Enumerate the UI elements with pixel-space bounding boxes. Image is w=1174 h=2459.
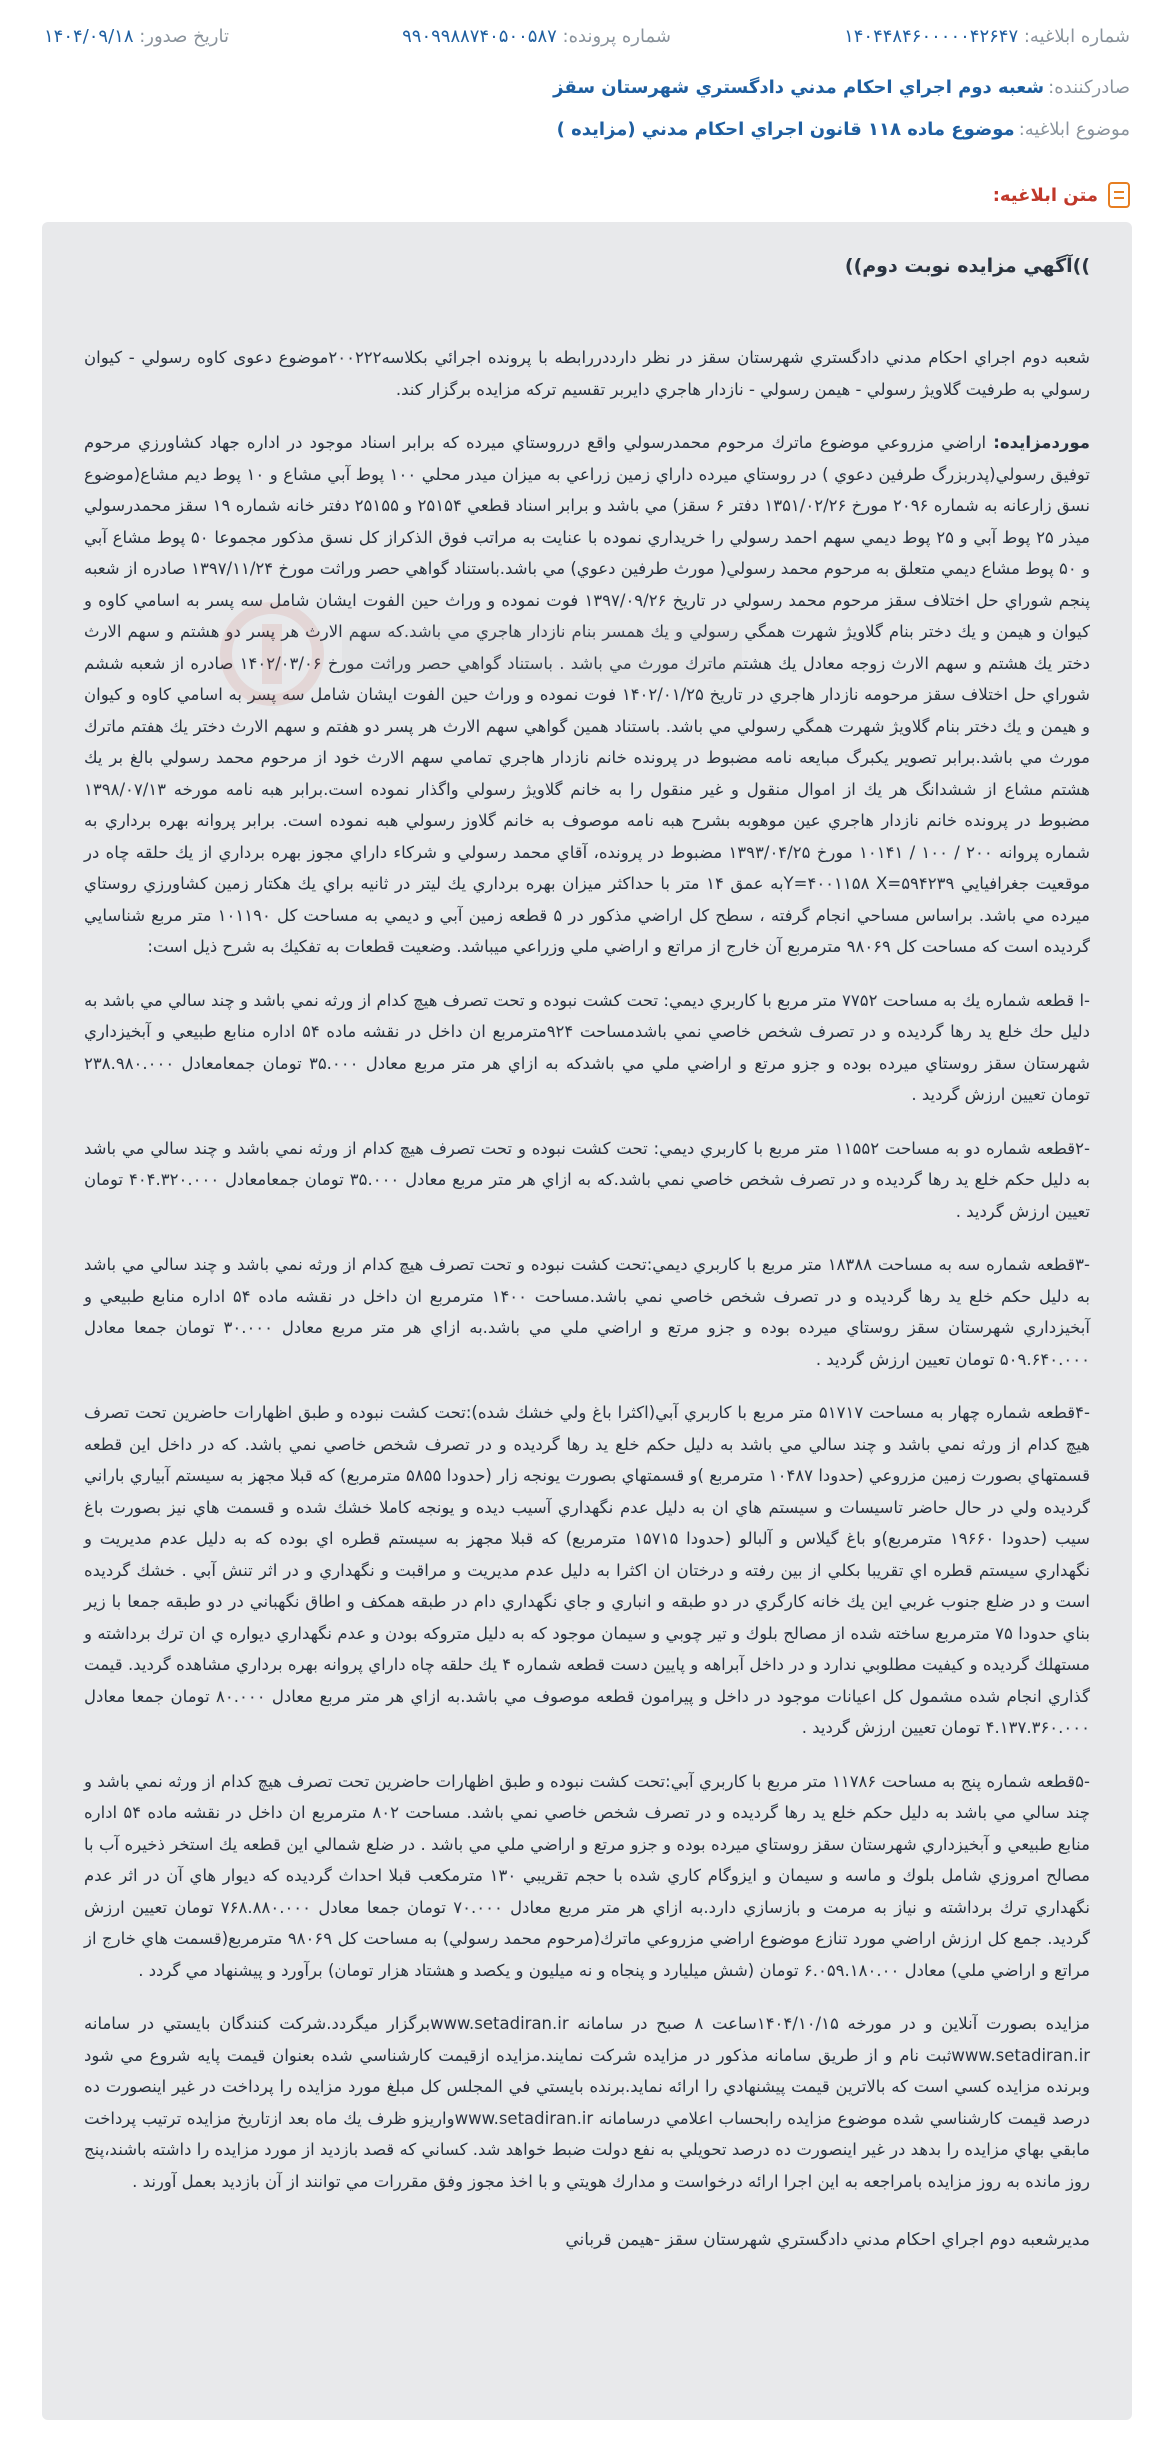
- auction-subject-text: اراضي مزروعي موضوع ماترك مرحوم محمدرسولي واقع درروستاي ميرده كه برابر اسناد موجود در اداره جهاد كشاورزي مرحوم توفيق رسولي(پدربزرگ طرفين دعوي ) در روستاي ميرده داراي زمين زراعي به ميزان ميدر محلي ۱۰۰ پوط آبي مشاع و ۱۰ پوط ديم مشاع(موضوع نسق زارعانه به شماره ۲۰۹۶ مورخ ۱۳۵۱/۰۲/۲۶ دفتر ۶ سقز) مي باشد و برابر اسناد قطعي ۲۵۱۵۴ و ۲۵۱۵۵ دفتر خانه شماره ۱۹ سقز محمدرسولي ميذر ۲۵ پوط آبي و ۲۵ پوط ديمي سهم احمد رسولي را خريداري نموده با عنايت به مراتب فوق الذكراز كل نسق مذكور مجموعا ۵۰ پوط مشاع آبي و ۵۰ پوط مشاع ديمي متعلق به مرحوم محمد رسولي( مورث طرفين دعوي) مي باشد.باستناد گواهي حصر وراثت مورخ ۱۳۹۷/۱۱/۲۴ صادره از شعبه پنجم شوراي حل اختلاف سقز مرحوم محمد رسولي در تاريخ ۱۳۹۷/۰۹/۲۶ فوت نموده و وراث حين الفوت ايشان شامل سه پسر به اسامي كاوه و كيوان و هيمن و يك دختر بنام گلاويژ شهرت همگي رسولي و يك همسر بنام نازدار هاجري مي باشد.كه سهم الارث هر پسر دو هشتم و سهم الارث دختر يك هشتم و سهم الارث زوجه معادل يك هشتم ماترك مورث مي باشد . باستناد گواهي حصر وراثت مورخ ۱۴۰۲/۰۳/۰۶ صادره از شعبه ششم شوراي حل اختلاف سقز مرحومه نازدار هاجري در تاريخ ۱۴۰۲/۰۱/۲۵ فوت نموده و وراث حين الفوت ايشان شامل سه پسر به اسامي كاوه و كيوان و هيمن و يك دختر بنام گلاويژ شهرت همگي رسولي مي باشد. باستناد همين گواهي سهم الارث هر پسر دو هفتم و سهم الارث دختر يك هفتم ماترك مورث مي باشد.برابر تصوير يكبرگ مبايعه نامه مضبوط در پرونده خانم نازدار هاجري تمامي سهم الارث خود از مرحوم محمد رسولي بالغ بر يك هشتم مشاع از ششدانگ هر يك از اموال منقول و غير منقول را به خانم گلاويژ رسولي واگذار نموده است.برابر هبه نامه مورخه ۱۳۹۸/۰۷/۱۳ مضبوط در پرونده خانم نازدار هاجري عين موهوبه بشرح هبه نامه موصوف به خانم گلاوز رسولي هبه نموده است. برابر پروانه بهره برداري به شماره پروانه ۲۰۰ / ۱۰۰ / ۱۰۱۴۱ مورخ ۱۳۹۳/۰۴/۲۵ مضبوط در پرونده، آقاي محمد رسولي و شركاء داراي مجوز بهره برداري از يك حلقه چاه در موقعيت جغرافيايي Y=۴۰۰۱۱۵۸ X=۵۹۴۲۳۹به عمق ۱۴ متر با حداكثر ميزان بهره برداري يك ليتر در ثانيه براي يك هكتار زمين كشاورزي روستاي ميرده مي باشد. براساس مساحي انجام گرفته ، سطح كل اراضي مذكور در ۵ قطعه زمين آبي و ديمي به مساحت كل ۱۰۱۱۹۰ متر مربع شناسايي گرديده است كه مساحت كل ۹۸۰۶۹ مترمربع آن خارج از مراتع و اراضي ملي وزراعي ميباشد. وضعيت قطعات به تفكيك به شرح ذيل است:: [84, 433, 1091, 956]
- auction-subject-paragraph: [84, 427, 1090, 963]
- parcel-1-paragraph: -ا قطعه شماره يك به مساحت ۷۷۵۲ متر مربع با كاربري ديمي: تحت كشت نبوده و تحت تصرف هيچ كدام از ورثه نمي باشد و چند سالي مي باشد به دليل حك خلع يد رها گرديده و در تصرف شخص خاصي نمي باشدمساحت ۹۲۴مترمربع ان داخل در نقشه ماده ۵۴ اداره منابع طبيعي و آبخيزداري شهرستان سقز روستاي ميرده بوده و جزو مرتع و اراضي ملي مي باشدكه به ازاي هر متر مربع معادل ۳۵.۰۰۰ تومان جمعامعادل ۲۳۸.۹۸۰.۰۰۰ تومان تعيين ارزش گرديد .: [84, 990, 1090, 1104]
- issuer-value: شعبه دوم اجراي احكام مدني دادگستري شهرستان سقز: [553, 76, 1045, 98]
- notice-header: [0, 0, 1174, 150]
- notice-number-label: شماره ابلاغیه:: [1023, 26, 1130, 47]
- subject-value: موضوع ماده ۱۱۸ قانون اجراي احكام مدني (مزايده ): [556, 118, 1015, 140]
- subject-label: موضوع ابلاغیه:: [1018, 118, 1130, 140]
- case-number-value: ۹۹۰۹۹۸۸۷۴۰۵۰۰۵۸۷: [402, 26, 557, 47]
- auction-terms-paragraph: مزايده بصورت آنلاين و در مورخه ۱۴۰۴/۱۰/۱۵ساعت ۸ صبح در سامانه www.setadiran.irبرگزار ميگردد.شركت كنندگان بايستي در سامانه www.setadiran.irثبت نام و از طريق سامانه مذكور در مزايده شركت نمايند.مزايده ازقيمت كارشناسي شده بعنوان قيمت پايه شروع مي شود وبرنده مزايده كسي است كه بالاترين قيمت پيشنهادي را ارائه نمايد.برنده بايستي في المجلس كل مبلغ مورد مزايده را پرداخت در غير اينصورت ده درصد قيمت كارشناسي شده موضوع مزايده رابحساب اعلامي درسامانه www.setadiran.irواريزو ظرف يك ماه بعد ازتاريخ مزايده ترتيب پرداخت مابقي بهاي مزايده را بدهد در غير اينصورت ده درصد تحويلي به نفع دولت ضبط خواهد شد. كساني كه قصد بازديد از مورد مزايده را داشته باشند،پنج روز مانده به روز مزايده بامراجعه به اين اجرا ارائه درخواست و مدارك هويتي و با اخذ مجوز وفق مقررات مي توانند از آن بازديد بعمل آورند .: [84, 2014, 1090, 2191]
- parcel-4-paragraph: -۴قطعه شماره چهار به مساحت ۵۱۷۱۷ متر مربع با كاربري آبي(اكثرا باغ ولي خشك شده):تحت كشت نبوده و طبق اظهارات حاضرين تحت تصرف هيچ كدام از ورثه نمي باشد و چند سالي مي باشد به دليل حكم خلع يد رها گرديده و در تصرف شخص خاصي نمي باشد. كه در داخل اين قطعه قسمتهاي بصورت زمين مزروعي (حدودا ۱۰۴۸۷ مترمربع )و قسمتهاي بصورت يونجه زار (حدودا ۵۸۵۵ مترمربع) كه قبلا مجهز به سيستم آبياري باراني گرديده ولي در حال حاضر تاسيسات و سيستم هاي ان به دليل عدم نگهداري آسيب ديده و يونجه كاملا خشك شده و قسمت هاي نيز بصورت باغ سيب (حدودا ۱۹۶۶۰ مترمربع)و باغ گيلاس و آلبالو (حدودا ۱۵۷۱۵ مترمربع) كه قبلا مجهز به سيستم قطره اي بوده كه به دليل عدم مديريت و نگهداري سيستم قطره اي تقريبا بكلي از بين رفته و درختان ان اكثرا به دليل عدم مديريت و مراقبت و نگهداري و در اثر تنش آبي . خشك گرديده است و در ضلع جنوب غربي اين يك خانه كارگري در دو طبقه و انباري و جاي نگهداري دام در طبقه همكف و اطاق نگهباني در دو طبقه جمعا با زير بناي حدودا ۷۵ مترمربع ساخته شده از مصالح بلوك و تير چوبي و سيمان موجود كه به دليل متروكه بودن و عدم نگهداري ديواره ي ان ترك برداشته و مستهلك گرديده و كيفيت مطلوبي ندارد و در داخل آبراهه و پايين دست قطعه شماره ۴ يك حلقه چاه داراي پروانه بهره برداري مشاهده گرديد. قيمت گذاري انجام شده مشمول كل اعيانات موجود در داخل و پيرامون قطعه موصوف مي باشد.به ازاي هر متر مربع معادل ۸۰.۰۰۰ تومان جمعا معادل ۴.۱۳۷.۳۶۰.۰۰۰ تومان تعيين ارزش گرديد .: [84, 1403, 1091, 1737]
- issuer-label: صادرکننده:: [1048, 76, 1130, 98]
- parcel-3-paragraph: -۳قطعه شماره سه به مساحت ۱۸۳۸۸ متر مربع با كاربري ديمي:تحت كشت نبوده و تحت تصرف هيچ كدام از ورثه نمي باشد و چند سالي مي باشد به دليل حكم خلع يد رها گرديده و در تصرف شخص خاصي نمي باشد.مساحت ۱۴۰۰ مترمربع ان داخل در نقشه ماده ۵۴ اداره منابع طبيعي و آبخيزداري شهرستان سقز روستاي ميرده بوده و جزو مرتع و اراضي ملي مي باشد.به ازاي هر متر مربع معادل ۳۰.۰۰۰ تومان جمعا معادل ۵۰۹.۶۴۰.۰۰۰ تومان تعيين ارزش گرديد .: [84, 1255, 1090, 1369]
- signature: مديرشعبه دوم اجراي احكام مدني دادگستري شهرستان سقز -هيمن قرباني: [565, 2230, 1090, 2250]
- notice-number-value: ۱۴۰۴۴۸۴۶۰۰۰۰۰۴۲۶۴۷: [844, 26, 1019, 47]
- notice-text-label: متن ابلاغیه:: [992, 184, 1098, 206]
- intro-paragraph: شعبه دوم اجراي احكام مدني دادگستري شهرستان سقز در نظر دارددررابطه با پرونده اجرائي بكلاسه۲۰۰۲۲۲موضوع دعوی کاوه رسولي - كيوان رسولي به طرفيت گلاويژ رسولي - هيمن رسولي - نازدار هاجري دايربر تقسيم تركه مزايده برگزار كند.: [84, 348, 1090, 399]
- auction-subject-label: موردمزايده:: [993, 433, 1090, 452]
- subject-line: [44, 108, 1130, 150]
- notice-number: [844, 26, 1130, 47]
- parcel-2-paragraph: -۲قطعه شماره دو به مساحت ۱۱۵۵۲ متر مربع با كاربري ديمي: تحت كشت نبوده و تحت تصرف هيچ كدام از ورثه نمي باشد و چند سالي مي باشد به دليل حكم خلع يد رها گرديده و در تصرف شخص خاصي نمي باشد.كه به ازاي هر متر مربع معادل ۳۵.۰۰۰ تومان جمعامعادل ۴۰۴.۳۲۰.۰۰۰ تومان تعيين ارزش گرديد .: [84, 1138, 1091, 1221]
- notice-body-card: [42, 222, 1132, 2420]
- case-number-label: شماره پرونده:: [562, 26, 671, 47]
- notice-meta-row: [44, 26, 1130, 66]
- document-icon: [1108, 182, 1130, 208]
- issue-date: [44, 26, 229, 47]
- issue-date-label: تاریخ صدور:: [139, 26, 229, 47]
- notice-text-heading: [44, 178, 1130, 212]
- parcel-5-paragraph: -۵قطعه شماره پنج به مساحت ۱۱۷۸۶ متر مربع با كاربري آبي:تحت كشت نبوده و طبق اظهارات حاضرين تحت تصرف هيچ كدام از ورثه نمي باشد و چند سالي مي باشد به دليل حكم خلع يد رها گرديده و در تصرف شخص خاصي نمي باشد. مساحت ۸۰۲ مترمربع ان داخل در نقشه ماده ۵۴ اداره منابع طبيعي و آبخيزداري شهرستان سقز روستاي ميرده بوده و جزو مرتع و اراضي ملي مي باشد . در ضلع شمالي اين قطعه يك استخر ذخيره آب با مصالح امروزي شامل بلوك و ماسه و سيمان و ايزوگام كاري شده با حجم تقريبي ۱۳۰ مترمكعب قبلا احداث گرديده كه ديوار هاي آن در اثر عدم نگهداري ترك برداشته و نياز به مرمت و بازسازي دارد.به ازاي هر متر مربع معادل ۷۰.۰۰۰ تومان جمعا معادل ۷۶۸.۸۸۰.۰۰۰ تومان تعيين ارزش گرديد. جمع كل ارزش اراضي مورد تنازع موضوع اراضي مزروعي ماترك(مرحوم محمد رسولي) به مساحت كل ۹۸۰۶۹ مترمربع(قسمت هاي خارج از مراتع و اراضي ملي) معادل ۶.۰۵۹.۱۸۰.۰۰ تومان (شش ميليارد و پنجاه و نه ميليون و يكصد و هشتاد هزار تومان) برآورد و پيشنهاد مي گردد .: [84, 1771, 1091, 1980]
- auction-title: ))آگهي مزايده نوبت دوم)): [844, 255, 1090, 277]
- case-number: [402, 26, 671, 47]
- issue-date-value: ۱۴۰۴/۰۹/۱۸: [44, 26, 134, 47]
- issuer-line: [44, 66, 1130, 108]
